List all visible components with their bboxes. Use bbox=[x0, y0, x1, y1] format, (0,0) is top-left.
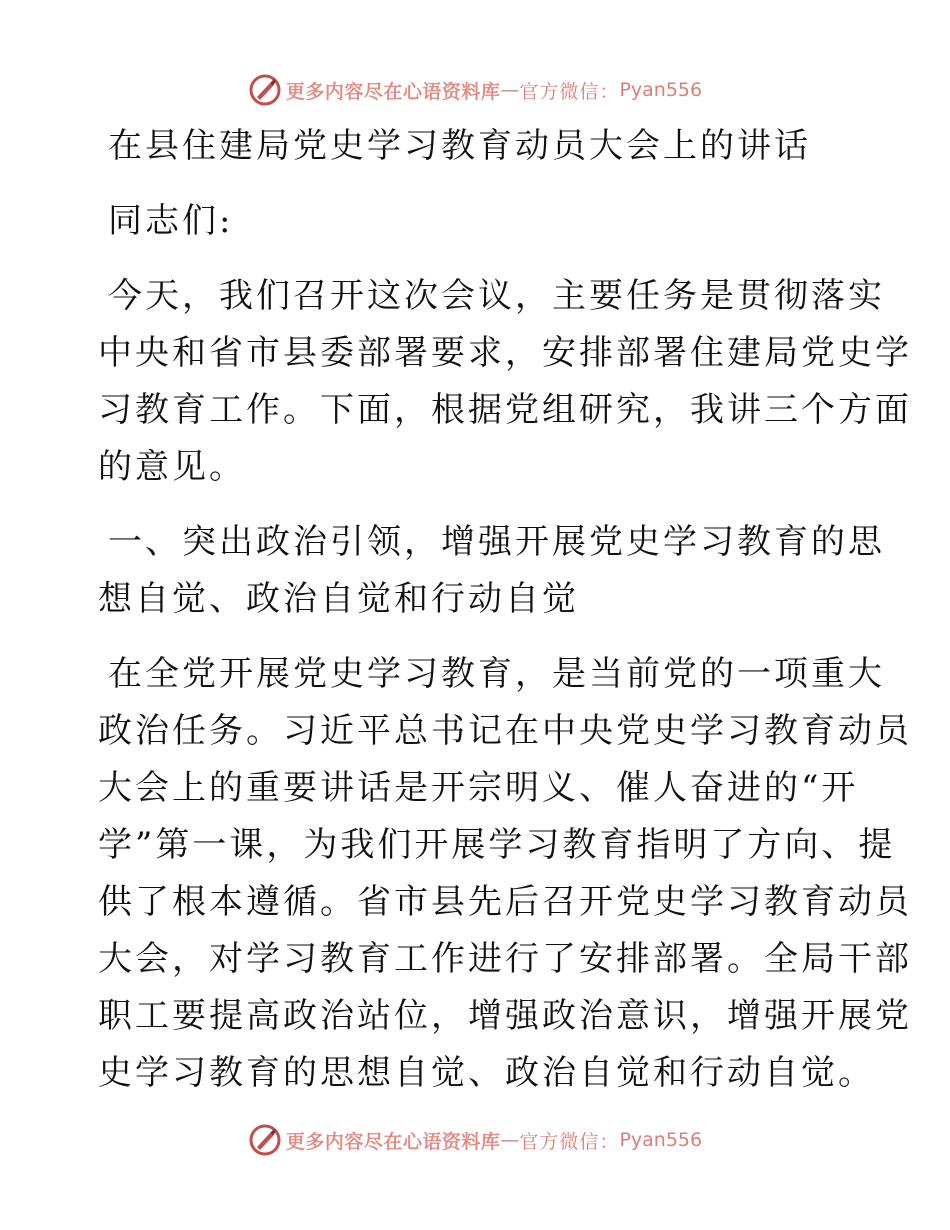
paragraph-line: 职工要提高政治站位，增强政治意识，增强开展党 bbox=[98, 996, 912, 1036]
paragraph-section-1 bbox=[98, 646, 912, 1102]
paragraph-line: 习教育工作。下面，根据党组研究，我讲三个方面 bbox=[98, 390, 912, 430]
watermark-separator: — bbox=[500, 79, 520, 101]
paragraph-line: 大会上的重要讲话是开宗明义、催人奋进的“开 bbox=[98, 768, 859, 808]
paragraph-line: 学”第一课，为我们开展学习教育指明了方向、提 bbox=[98, 825, 896, 865]
paragraph-line: 中央和省市县委部署要求，安排部署住建局党史学 bbox=[98, 333, 912, 373]
watermark-main-text: 更多内容尽在心语资料库 bbox=[285, 80, 501, 103]
pen-logo-icon bbox=[248, 1123, 282, 1157]
watermark-wechat-id: Pyan556 bbox=[619, 79, 703, 101]
watermark-separator: — bbox=[500, 1129, 520, 1151]
document-body bbox=[98, 118, 912, 1102]
section-heading-1 bbox=[98, 514, 885, 628]
watermark-header bbox=[0, 70, 950, 110]
paragraph-line: 的意见。 bbox=[98, 447, 246, 487]
watermark-wechat-id: Pyan556 bbox=[619, 1129, 703, 1151]
watermark-wechat-label: 官方微信： bbox=[519, 1130, 620, 1153]
heading-line: 一、突出政治引领，增强开展党史学习教育的思 bbox=[108, 522, 885, 562]
watermark-main-text: 更多内容尽在心语资料库 bbox=[285, 1130, 501, 1153]
pen-logo-icon bbox=[248, 73, 282, 107]
document-title: 在县住建局党史学习教育动员大会上的讲话 bbox=[108, 126, 811, 166]
watermark-wechat-label: 官方微信： bbox=[519, 80, 620, 103]
salutation: 同志们: bbox=[108, 201, 234, 241]
paragraph-line: 政治任务。习近平总书记在中央党史学习教育动员 bbox=[98, 711, 912, 751]
paragraph-intro bbox=[98, 268, 912, 496]
paragraph-line: 大会，对学习教育工作进行了安排部署。全局干部 bbox=[98, 939, 912, 979]
heading-line: 想自觉、政治自觉和行动自觉 bbox=[98, 579, 579, 619]
watermark-footer bbox=[0, 1120, 950, 1160]
paragraph-line: 在全党开展党史学习教育，是当前党的一项重大 bbox=[108, 654, 885, 694]
paragraph-line: 史学习教育的思想自觉、政治自觉和行动自觉。 bbox=[98, 1053, 875, 1093]
paragraph-line: 今天，我们召开这次会议，主要任务是贯彻落实 bbox=[108, 276, 885, 316]
paragraph-line: 供了根本遵循。省市县先后召开党史学习教育动员 bbox=[98, 882, 912, 922]
